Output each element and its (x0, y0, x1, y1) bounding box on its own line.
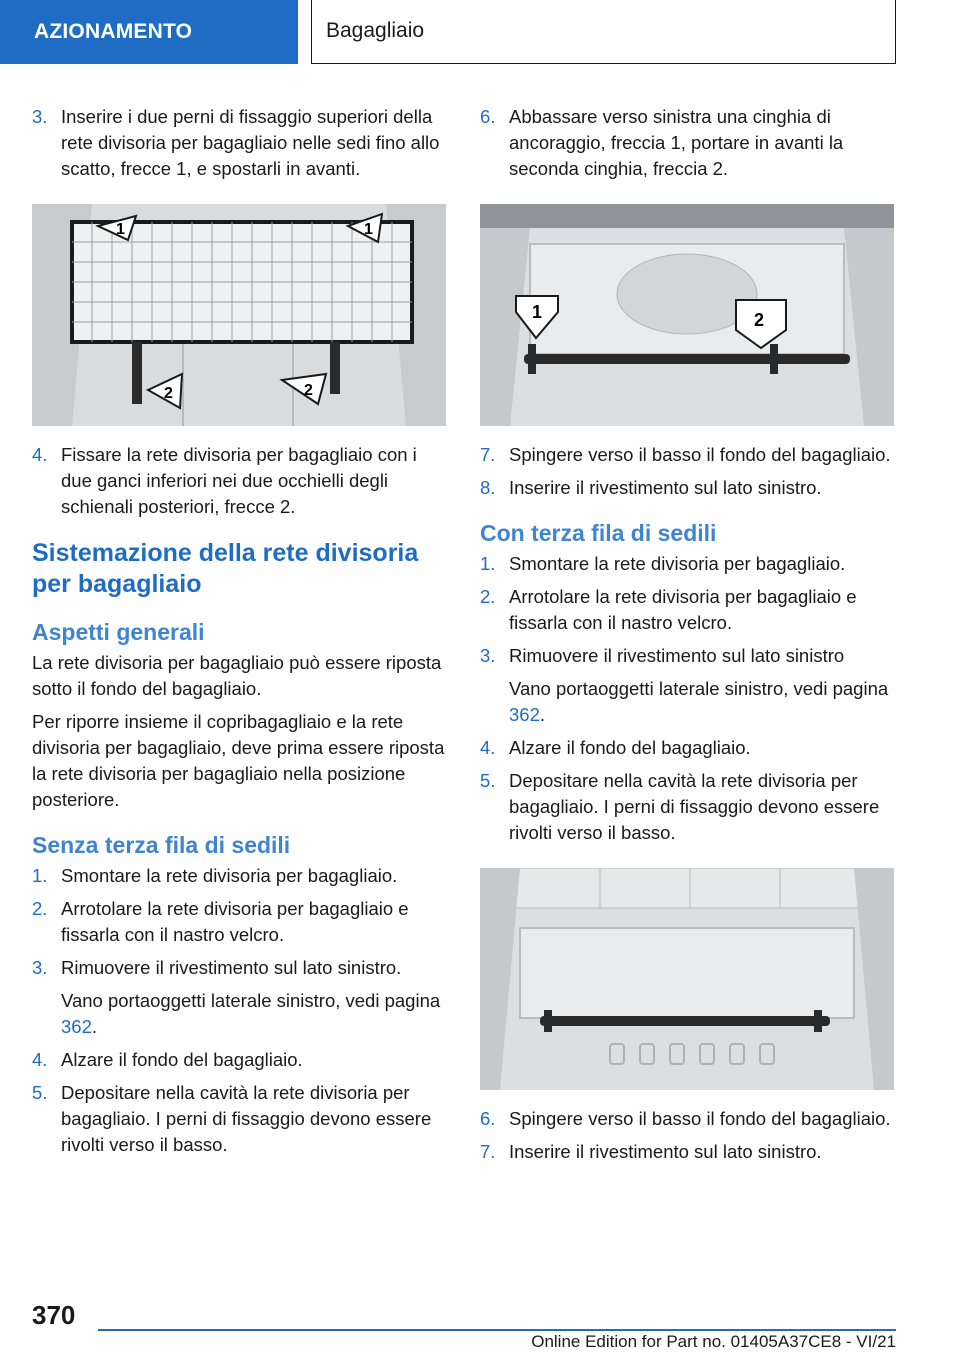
arrow-label: 2 (164, 385, 173, 402)
subheading-with-third-row: Con terza fila di sedili (480, 520, 717, 546)
subheading-general: Aspetti generali (32, 619, 205, 645)
net-stowed-photo (480, 868, 894, 1090)
step-number: 4. (32, 444, 48, 465)
step-number: 7. (480, 1141, 496, 1162)
step-item (480, 643, 900, 669)
section-tab: AZIONAMENTO (0, 0, 298, 64)
arrow-label: 1 (364, 221, 373, 238)
section-heading: Sistemazione della rete divisoria per bagagliaio (32, 539, 419, 598)
footer-divider (98, 1329, 896, 1331)
step-item (32, 104, 452, 182)
step-number: 6. (480, 106, 496, 127)
step-item (32, 955, 452, 981)
step-text: Alzare il fondo del bagagliaio. (509, 737, 751, 758)
step-text: Inserire il rivestimento sul lato sinistro. (509, 1141, 822, 1162)
net-mounted-illustration (32, 204, 446, 426)
straps-illustration (480, 204, 894, 426)
step-item (480, 442, 900, 468)
step-text: Arrotolare la rete divisoria per bagagliaio e fissarla con il nastro velcro. (61, 898, 409, 945)
step-text: Rimuovere il rivestimento sul lato sinistro. (61, 957, 402, 978)
step-text: Smontare la rete divisoria per bagagliaio. (61, 865, 398, 886)
step-item (480, 475, 900, 501)
step-item (480, 551, 900, 577)
arrow-label: 1 (532, 302, 543, 322)
step-text: Depositare nella cavità la rete divisoria per bagagliaio. I perni di fissaggio devono essere rivolti verso il basso. (509, 770, 880, 843)
step-number: 5. (32, 1082, 48, 1103)
step-number: 2. (32, 898, 48, 919)
edition-note: Online Edition for Part no. 01405A37CE8 - VI/21 (531, 1332, 896, 1351)
step-item (32, 863, 452, 889)
reference-end: . (539, 704, 546, 725)
step-text: Fissare la rete divisoria per bagagliaio con i due ganci inferiori nei due occhielli degli schienali posteriori, frecce 2. (61, 444, 417, 517)
arrow-label: 1 (116, 221, 125, 238)
step-number: 5. (480, 770, 496, 791)
step-item (480, 768, 900, 846)
step-number: 7. (480, 444, 496, 465)
page-reference (480, 676, 900, 728)
step-text: Spingere verso il basso il fondo del bagagliaio. (509, 444, 891, 465)
chapter-title: Bagagliaio (311, 0, 896, 64)
step-number: 2. (480, 586, 496, 607)
reference-text: Vano portaoggetti laterale sinistro, vedi pagina (509, 678, 889, 699)
step-number: 8. (480, 477, 496, 498)
step-item (480, 735, 900, 761)
page-link[interactable]: 362 (509, 704, 540, 725)
reference-text: Vano portaoggetti laterale sinistro, vedi pagina (61, 990, 441, 1011)
page-number: 370 (32, 1300, 76, 1330)
left-column (32, 104, 452, 1165)
step-number: 6. (480, 1108, 496, 1129)
step-text: Inserire i due perni di fissaggio superiori della rete divisoria per bagagliaio nelle sedi fino allo scatto, frecce 1, e spostarli in avanti. (61, 106, 440, 179)
step-item (32, 1047, 452, 1073)
step-number: 1. (480, 553, 496, 574)
paragraph: Per riporre insieme il copribagagliaio e la rete divisoria per bagagliaio, deve prima essere riposta la rete divisoria per bagagliaio nella posizione posteriore. (32, 711, 445, 810)
reference-end: . (91, 1016, 98, 1037)
step-text: Alzare il fondo del bagagliaio. (61, 1049, 303, 1070)
net-mounted-photo (32, 204, 446, 426)
step-text: Smontare la rete divisoria per bagagliaio. (509, 553, 846, 574)
page-link[interactable]: 362 (61, 1016, 92, 1037)
step-text: Depositare nella cavità la rete divisoria per bagagliaio. I perni di fissaggio devono essere rivolti verso il basso. (61, 1082, 432, 1155)
paragraph: La rete divisoria per bagagliaio può essere riposta sotto il fondo del bagagliaio. (32, 652, 442, 699)
step-item (480, 1139, 900, 1165)
straps-photo (480, 204, 894, 426)
step-text: Rimuovere il rivestimento sul lato sinistro (509, 645, 845, 666)
right-column (480, 104, 900, 1172)
subheading-without-third-row: Senza terza fila di sedili (32, 832, 291, 858)
net-stowed-illustration (480, 868, 894, 1090)
step-text: Inserire il rivestimento sul lato sinistro. (509, 477, 822, 498)
step-item (32, 1080, 452, 1158)
page-reference (32, 988, 452, 1040)
step-item (32, 896, 452, 948)
step-number: 3. (32, 957, 48, 978)
step-number: 1. (32, 865, 48, 886)
arrow-label: 2 (754, 310, 765, 330)
step-number: 4. (32, 1049, 48, 1070)
step-text: Abbassare verso sinistra una cinghia di ancoraggio, freccia 1, portare in avanti la seconda cinghia, freccia 2. (509, 106, 844, 179)
step-text: Spingere verso il basso il fondo del bagagliaio. (509, 1108, 891, 1129)
step-item (32, 442, 452, 520)
step-item (480, 104, 900, 182)
step-number: 3. (32, 106, 48, 127)
step-item (480, 1106, 900, 1132)
arrow-label: 2 (304, 382, 313, 399)
step-item (480, 584, 900, 636)
step-number: 3. (480, 645, 496, 666)
step-text: Arrotolare la rete divisoria per bagagliaio e fissarla con il nastro velcro. (509, 586, 857, 633)
step-number: 4. (480, 737, 496, 758)
